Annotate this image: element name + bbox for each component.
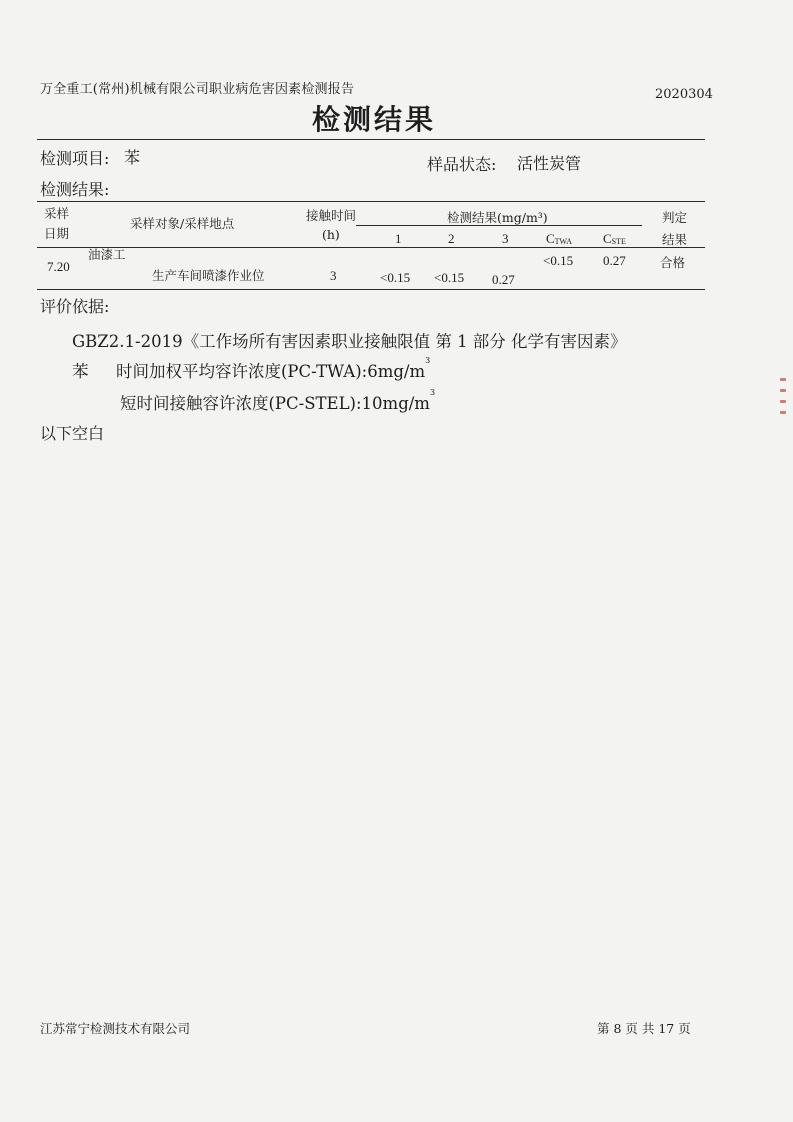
row-location: 生产车间喷漆作业位 bbox=[152, 268, 265, 283]
row-result-3: 0.27 bbox=[492, 272, 515, 287]
sample-state-value: 活性炭管 bbox=[517, 154, 582, 173]
sub-col-ste: $C_{STE}$ bbox=[603, 231, 626, 246]
basis-stel-limit: 短时间接触容许浓度$(PC-STEL):10mg/m^3$ bbox=[120, 388, 436, 413]
col-time-line1: 接触时间 bbox=[306, 208, 357, 223]
col-target: 采样对象/采样地点 bbox=[130, 216, 235, 231]
table-bottom-rule bbox=[37, 289, 705, 290]
item-value: 苯 bbox=[124, 148, 141, 167]
sample-state-label: 样品状态: bbox=[427, 155, 497, 174]
footer-page: 第 8 页 共 17 页 bbox=[597, 1021, 691, 1036]
sub-col-twa: $C_{TWA}$ bbox=[546, 231, 572, 246]
report-header-title: 万全重工(常州)机械有限公司职业病危害因素检测报告 bbox=[40, 82, 355, 97]
col-judge-line2: 结果 bbox=[662, 232, 688, 247]
stamp-edge-mark bbox=[780, 378, 786, 426]
item-label: 检测项目: bbox=[40, 149, 110, 168]
row-judge: 合格 bbox=[660, 255, 686, 270]
basis-twa-limit: 时间加权平均容许浓度$(PC-TWA):6mg/m^3$ bbox=[116, 356, 431, 381]
sub-col-2: 2 bbox=[448, 231, 455, 246]
results-label: 检测结果: bbox=[40, 180, 110, 199]
row-result-1: <0.15 bbox=[380, 270, 411, 285]
title-rule bbox=[37, 139, 705, 140]
col-date-line2: 日期 bbox=[44, 226, 70, 241]
col-date-line1: 采样 bbox=[44, 206, 70, 221]
basis-label: 评价依据: bbox=[40, 297, 110, 316]
report-number: 2020304 bbox=[655, 87, 713, 102]
row-twa: <0.15 bbox=[543, 253, 574, 268]
sub-col-1: 1 bbox=[395, 231, 402, 246]
row-worker: 油漆工 bbox=[88, 247, 126, 262]
blank-note: 以下空白 bbox=[40, 424, 105, 443]
row-ste: 0.27 bbox=[603, 253, 626, 268]
basis-standard: GBZ2.1-2019《工作场所有害因素职业接触限值 第 1 部分 化学有害因素》 bbox=[72, 332, 627, 351]
table-top-rule bbox=[37, 201, 705, 202]
basis-substance: 苯 bbox=[72, 362, 89, 381]
table-header-rule bbox=[37, 247, 705, 248]
row-date: 7.20 bbox=[47, 259, 70, 274]
col-time-line2: (h) bbox=[322, 227, 340, 242]
page-title: 检测结果 bbox=[312, 103, 437, 136]
col-judge-line1: 判定 bbox=[662, 210, 688, 225]
footer-company: 江苏常宁检测技术有限公司 bbox=[40, 1021, 191, 1036]
row-result-2: <0.15 bbox=[434, 270, 465, 285]
sub-col-3: 3 bbox=[502, 231, 509, 246]
row-time: 3 bbox=[330, 268, 337, 283]
col-result: 检测结果(mg/m³) bbox=[447, 210, 548, 225]
